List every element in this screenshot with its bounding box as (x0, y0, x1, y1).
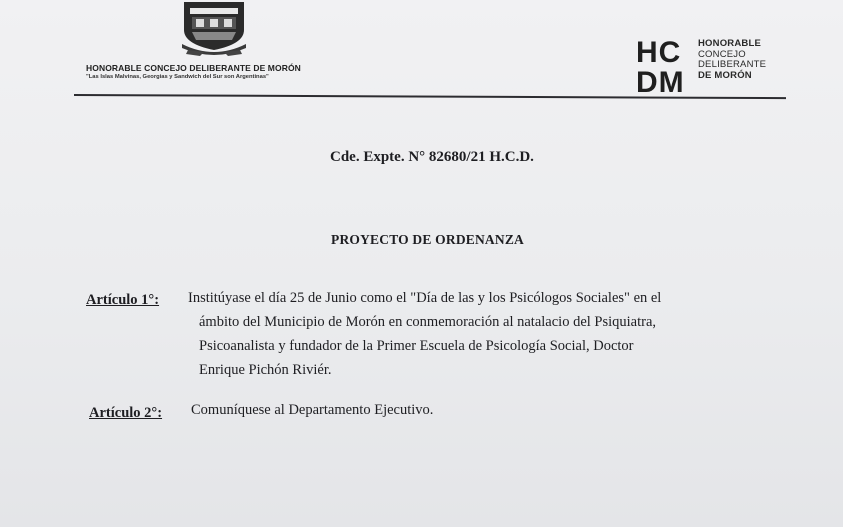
org-name: HONORABLE CONCEJO DELIBERANTE DE MORÓN (86, 63, 301, 73)
letterhead-left (86, 0, 346, 92)
logo-text-line: CONCEJO (698, 48, 746, 60)
council-crest-icon (178, 0, 250, 58)
letterhead-right (636, 36, 786, 96)
hcdm-logo-bottom-letters: DM (636, 66, 685, 94)
article-1-line: Psicoanalista y fundador de la Primer Escuela de Psicología Social, Doctor (199, 338, 634, 354)
article-2-line: Comuníquese al Departamento Ejecutivo. (191, 402, 434, 418)
logo-text-line: HONORABLE (698, 38, 762, 49)
article-1-line: ámbito del Municipio de Morón en conmemoración al natalacio del Psiquiatra, (199, 314, 657, 330)
article-1-label: Artículo 1°: (86, 292, 160, 308)
logo-text-line: DE MORÓN (698, 69, 752, 81)
hcdm-logo-top-letters: HC (636, 36, 682, 69)
hcdm-logo-icon (636, 36, 694, 94)
article-2-label: Artículo 2°: (89, 405, 163, 421)
expediente-number: Cde. Expte. N° 82680/21 H.C.D. (330, 149, 534, 165)
document-title: PROYECTO DE ORDENANZA (331, 232, 524, 247)
article-1-line: Enrique Pichón Riviér. (199, 362, 332, 378)
logo-text-line: DELIBERANTE (698, 59, 767, 70)
org-motto: "Las Islas Malvinas, Georgias y Sandwich del Sur son Argentinas" (86, 74, 269, 80)
hcdm-logo-text (698, 39, 766, 81)
article-1-line: Institúyase el día 25 de Junio como el "Día de las y los Psicólogos Sociales" en el (188, 290, 662, 306)
